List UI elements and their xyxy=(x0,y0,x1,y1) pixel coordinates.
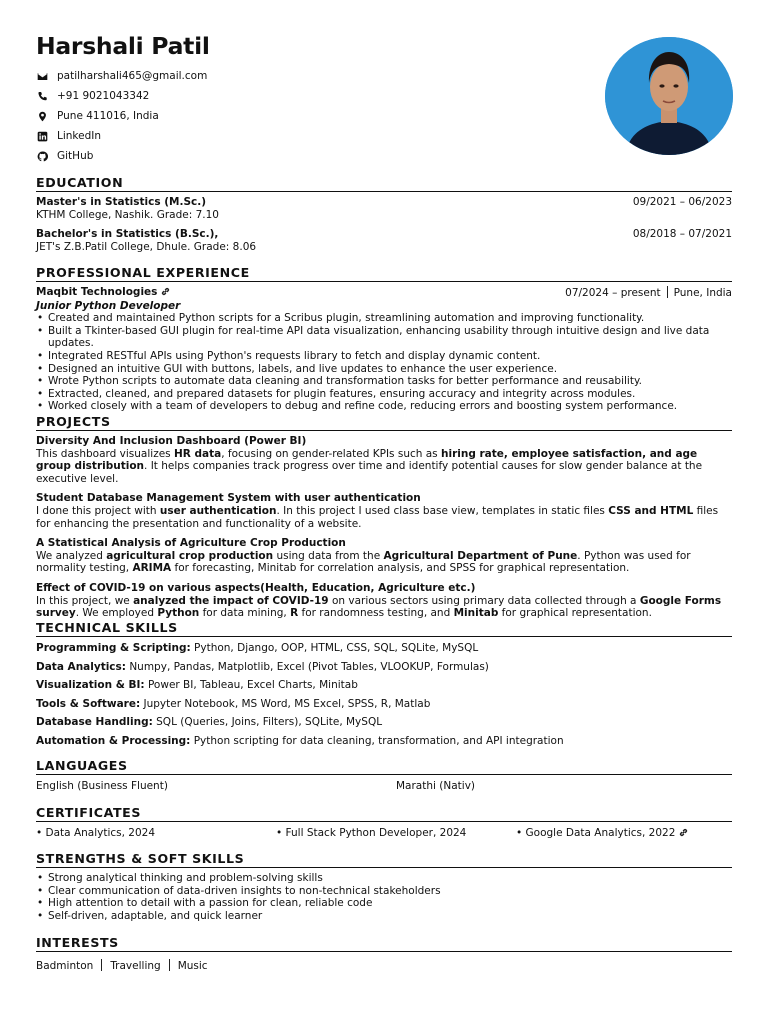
contact-phone[interactable] xyxy=(36,86,207,106)
strengths-section xyxy=(36,851,732,922)
contact-linkedin[interactable] xyxy=(36,126,207,146)
degree: Bachelor's in Statistics (B.Sc.), xyxy=(36,228,219,241)
education-dates: 09/2021 – 06/2023 xyxy=(632,196,732,208)
strengths-heading: STRENGTHS & SOFT SKILLS xyxy=(36,851,732,868)
list-item: • Designed an intuitive GUI with buttons, labels, and live updates to enhance the user experience. xyxy=(36,363,732,376)
envelope-icon xyxy=(36,70,48,82)
location-text: Pune 411016, India xyxy=(57,109,159,122)
list-item: • Worked closely with a team of developers to debug and refine code, reducing errors and boosting system performance. xyxy=(36,400,732,413)
skill-row: Database Handling: SQL (Queries, Joins, Filters), SQLite, MySQL xyxy=(36,716,383,729)
skill-row: Visualization & BI: Power BI, Tableau, Excel Charts, Minitab xyxy=(36,679,358,692)
skill-row: Data Analytics: Numpy, Pandas, Matplotlib, Excel (Pivot Tables, VLOOKUP, Formulas) xyxy=(36,660,489,673)
project-entry xyxy=(36,537,732,575)
certificates-section xyxy=(36,805,732,841)
profile-photo xyxy=(605,37,733,155)
languages-section xyxy=(36,758,732,794)
divider xyxy=(101,959,102,971)
skill-row: Tools & Software: Jupyter Notebook, MS Word, MS Excel, SPSS, R, Matlab xyxy=(36,697,431,710)
education-dates: 08/2018 – 07/2021 xyxy=(632,228,732,241)
experience-heading: PROFESSIONAL EXPERIENCE xyxy=(36,265,732,282)
list-item: • Created and maintained Python scripts for a Scribus plugin, streamlining automation and improving functionality. xyxy=(36,312,732,325)
school: KTHM College, Nashik. Grade: 7.10 xyxy=(36,208,219,221)
interests-heading: INTERESTS xyxy=(36,935,732,952)
list-item: • High attention to detail with a passion for clean, reliable code xyxy=(36,897,732,910)
phone-icon xyxy=(36,90,48,102)
candidate-name: Harshali Patil xyxy=(36,32,210,60)
list-item: • Wrote Python scripts to automate data cleaning and transformation tasks for better performance and reusability. xyxy=(36,375,732,388)
list-item: • Self-driven, adaptable, and quick learner xyxy=(36,910,732,923)
language-item: Marathi (Nativ) xyxy=(396,780,476,792)
list-item: • Strong analytical thinking and problem-solving skills xyxy=(36,872,732,885)
degree: Master's in Statistics (M.Sc.) xyxy=(36,196,207,208)
project-entry xyxy=(36,492,732,530)
list-item: • Built a Tkinter-based GUI plugin for real-time API data visualization, enhancing usability through intuitive design and live data updates. xyxy=(36,325,732,350)
phone-text: +91 9021043342 xyxy=(57,89,150,102)
list-item: • Clear communication of data-driven insights to non-technical stakeholders xyxy=(36,885,732,898)
project-entry xyxy=(36,582,732,620)
project-description: This dashboard visualizes HR data, focusing on gender-related KPIs such as hiring rate, employee satisfaction, and age group distribution. It helps companies track progress over time and identify potential causes for slow gender balance at the executive level. xyxy=(36,447,703,485)
interests-section xyxy=(36,935,732,973)
email-text: patilharshali465@gmail.com xyxy=(57,69,208,82)
contact-location xyxy=(36,106,207,126)
languages-heading: LANGUAGES xyxy=(36,758,732,775)
github-link: GitHub xyxy=(57,149,94,162)
project-description: I done this project with user authentication. In this project I used class base view, templates in static files CSS and HTML files for enhancing the presentation and functionality of a website. xyxy=(36,504,719,530)
job-dates: 07/2024 – present xyxy=(565,287,661,299)
link-icon[interactable] xyxy=(161,287,170,296)
experience-bullets xyxy=(36,312,732,413)
contact-email[interactable] xyxy=(36,66,207,86)
education-entry xyxy=(36,196,732,221)
experience-section xyxy=(36,265,732,413)
project-title: A Statistical Analysis of Agriculture Crop Production xyxy=(36,537,346,550)
job-role: Junior Python Developer xyxy=(36,299,181,312)
skill-row: Programming & Scripting: Python, Django, OOP, HTML, CSS, SQL, SQLite, MySQL xyxy=(36,642,479,654)
divider xyxy=(169,959,170,971)
education-heading: EDUCATION xyxy=(36,175,732,192)
projects-heading: PROJECTS xyxy=(36,414,732,431)
linkedin-link: LinkedIn xyxy=(57,129,102,142)
company-name: Maqbit Technologies xyxy=(36,286,158,298)
list-item: • Integrated RESTful APIs using Python's requests library to fetch and display dynamic content. xyxy=(36,350,732,363)
job-location: Pune, India xyxy=(673,287,732,299)
project-description: In this project, we analyzed the impact of COVID-19 on various sectors using primary data collected through a Google Forms survey. We employed Python for data mining, R for randomness testing, and Minitab for graphical representation. xyxy=(36,594,722,620)
project-title: Diversity And Inclusion Dashboard (Power BI) xyxy=(36,435,307,447)
project-title: Effect of COVID-19 on various aspects(Health, Education, Agriculture etc.) xyxy=(36,581,476,594)
strengths-list xyxy=(36,872,732,922)
certificate-item: • Full Stack Python Developer, 2024 xyxy=(276,827,467,839)
project-description: We analyzed agricultural crop production using data from the Agricultural Department of Pune. Python was used for normality testing, ARIMA for forecasting, Minitab for correlation analysis, and SPSS for graphical representation. xyxy=(36,549,691,575)
linkedin-icon xyxy=(36,130,48,142)
github-icon xyxy=(36,150,48,162)
interests-list xyxy=(36,959,732,973)
skill-row: Automation & Processing: Python scripting for data cleaning, transformation, and API integration xyxy=(36,734,564,747)
location-pin-icon xyxy=(36,110,48,122)
certificate-item: • Data Analytics, 2024 xyxy=(36,827,156,839)
project-title: Student Database Management System with user authentication xyxy=(36,492,421,505)
school: JET's Z.B.Patil College, Dhule. Grade: 8.06 xyxy=(36,240,257,253)
interest-item: Music xyxy=(177,960,208,972)
education-entry xyxy=(36,228,732,253)
skills-heading: TECHNICAL SKILLS xyxy=(36,620,732,637)
link-icon[interactable] xyxy=(679,828,688,837)
education-section xyxy=(36,175,732,253)
certificates-heading: CERTIFICATES xyxy=(36,805,732,822)
job-header xyxy=(36,286,732,300)
project-entry xyxy=(36,435,732,485)
language-item: English (Business Fluent) xyxy=(36,780,168,792)
list-item: • Extracted, cleaned, and prepared datasets for plugin features, ensuring accuracy and integrity across modules. xyxy=(36,388,732,401)
contact-list xyxy=(36,66,207,166)
certificate-item: • Google Data Analytics, 2022 xyxy=(516,827,688,840)
divider xyxy=(667,286,668,298)
contact-github[interactable] xyxy=(36,146,207,166)
interest-item: Badminton xyxy=(36,960,94,972)
projects-section xyxy=(36,414,732,620)
skills-section xyxy=(36,620,732,751)
interest-item: Travelling xyxy=(110,960,161,972)
